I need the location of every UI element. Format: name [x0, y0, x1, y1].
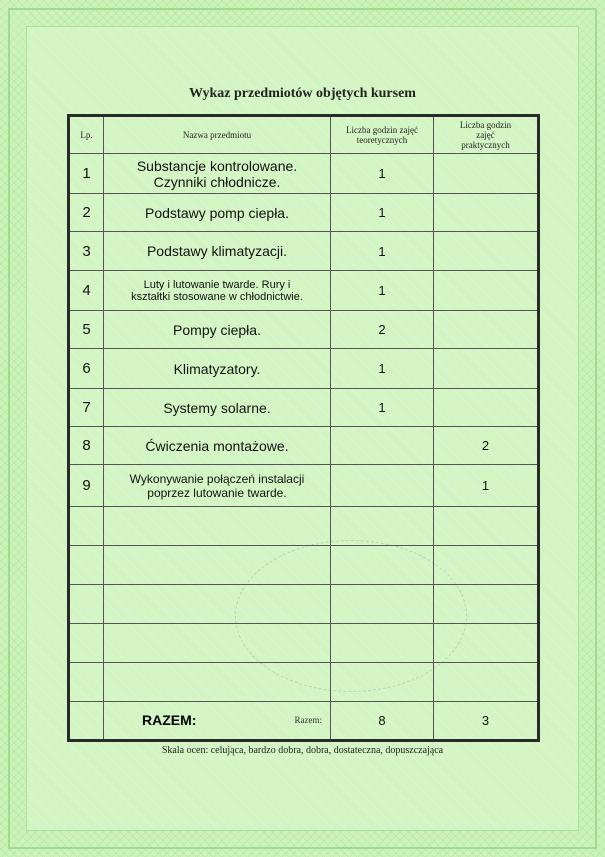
empty-cell — [104, 507, 331, 546]
empty-cell — [104, 624, 331, 663]
row-name — [104, 271, 331, 311]
empty-cell — [331, 507, 434, 546]
row-lp: 6 — [69, 349, 104, 389]
empty-row — [69, 585, 539, 624]
row-theory: 1 — [331, 349, 434, 389]
empty-cell — [104, 663, 331, 702]
subjects-table — [67, 114, 540, 742]
row-lp: 1 — [69, 154, 104, 194]
row-name: Pompy ciepła. — [104, 311, 331, 349]
empty-cell — [434, 546, 539, 585]
empty-row — [69, 507, 539, 546]
row-lp: 2 — [69, 194, 104, 232]
row-name-text: Substancje kontrolowane. Czynniki chłodnicze. — [136, 157, 298, 190]
row-name: Podstawy klimatyzacji. — [104, 232, 331, 271]
row-practice: 2 — [434, 427, 539, 465]
empty-cell — [434, 624, 539, 663]
page-title: Wykaz przedmiotów objętych kursem — [189, 86, 416, 101]
empty-row — [69, 663, 539, 702]
header-lp: Lp. — [69, 116, 104, 154]
row-lp: 4 — [69, 271, 104, 311]
empty-row — [69, 546, 539, 585]
row-theory — [331, 427, 434, 465]
empty-cell — [69, 624, 104, 663]
row-practice — [434, 232, 539, 271]
header-theory — [331, 116, 434, 154]
table-row — [69, 194, 539, 232]
table-row — [69, 465, 539, 507]
table-row — [69, 311, 539, 349]
row-practice — [434, 154, 539, 194]
table-row — [69, 271, 539, 311]
row-lp: 9 — [69, 465, 104, 507]
row-theory: 1 — [331, 232, 434, 271]
row-practice — [434, 311, 539, 349]
total-label: RAZEM: — [142, 711, 197, 728]
empty-cell — [331, 624, 434, 663]
empty-cell — [69, 663, 104, 702]
total-theory: 8 — [331, 702, 434, 741]
row-theory — [331, 465, 434, 507]
empty-cell — [331, 546, 434, 585]
row-name: Ćwiczenia montażowe. — [104, 427, 331, 465]
total-practice: 3 — [434, 702, 539, 741]
row-practice: 1 — [434, 465, 539, 507]
row-practice — [434, 194, 539, 232]
empty-cell — [434, 663, 539, 702]
row-name: Systemy solarne. — [104, 389, 331, 427]
total-label-small: Razem: — [294, 714, 322, 725]
row-practice — [434, 271, 539, 311]
row-practice — [434, 349, 539, 389]
row-name: Klimatyzatory. — [104, 349, 331, 389]
row-theory: 1 — [331, 271, 434, 311]
row-lp: 8 — [69, 427, 104, 465]
header-theory-text: Liczba godzin zajęć teoretycznych — [346, 125, 418, 145]
table-row — [69, 389, 539, 427]
total-label-cell — [104, 702, 331, 741]
row-practice — [434, 389, 539, 427]
row-lp: 3 — [69, 232, 104, 271]
total-row — [69, 702, 539, 741]
row-name-text: Luty i lutowanie twarde. Rury i kształtki stosowane w chłodnictwie. — [131, 278, 303, 303]
row-name: Podstawy pomp ciepła. — [104, 194, 331, 232]
empty-row — [69, 624, 539, 663]
row-name — [104, 154, 331, 194]
header-practice-text: Liczba godzin zajęć praktycznych — [459, 120, 512, 150]
empty-cell — [104, 585, 331, 624]
table-row — [69, 427, 539, 465]
empty-cell — [69, 507, 104, 546]
empty-cell — [331, 585, 434, 624]
table-row — [69, 154, 539, 194]
empty-cell — [331, 663, 434, 702]
row-theory: 1 — [331, 194, 434, 232]
table-row — [69, 349, 539, 389]
empty-cell — [69, 585, 104, 624]
empty-cell — [434, 585, 539, 624]
empty-cell — [434, 507, 539, 546]
row-lp: 5 — [69, 311, 104, 349]
row-name-text: Wykonywanie połączeń instalacji poprzez lutowanie twarde. — [129, 471, 305, 500]
header-name: Nazwa przedmiotu — [104, 116, 331, 154]
table-row — [69, 232, 539, 271]
row-theory: 1 — [331, 154, 434, 194]
table-header — [69, 116, 539, 154]
empty-cell — [104, 546, 331, 585]
row-theory: 1 — [331, 389, 434, 427]
row-name — [104, 465, 331, 507]
grading-scale: Skala ocen: celująca, bardzo dobra, dobra, dostateczna, dopuszczająca — [161, 745, 444, 756]
row-theory: 2 — [331, 311, 434, 349]
total-lp-cell — [69, 702, 104, 741]
header-practice — [434, 116, 539, 154]
row-lp: 7 — [69, 389, 104, 427]
empty-cell — [69, 546, 104, 585]
